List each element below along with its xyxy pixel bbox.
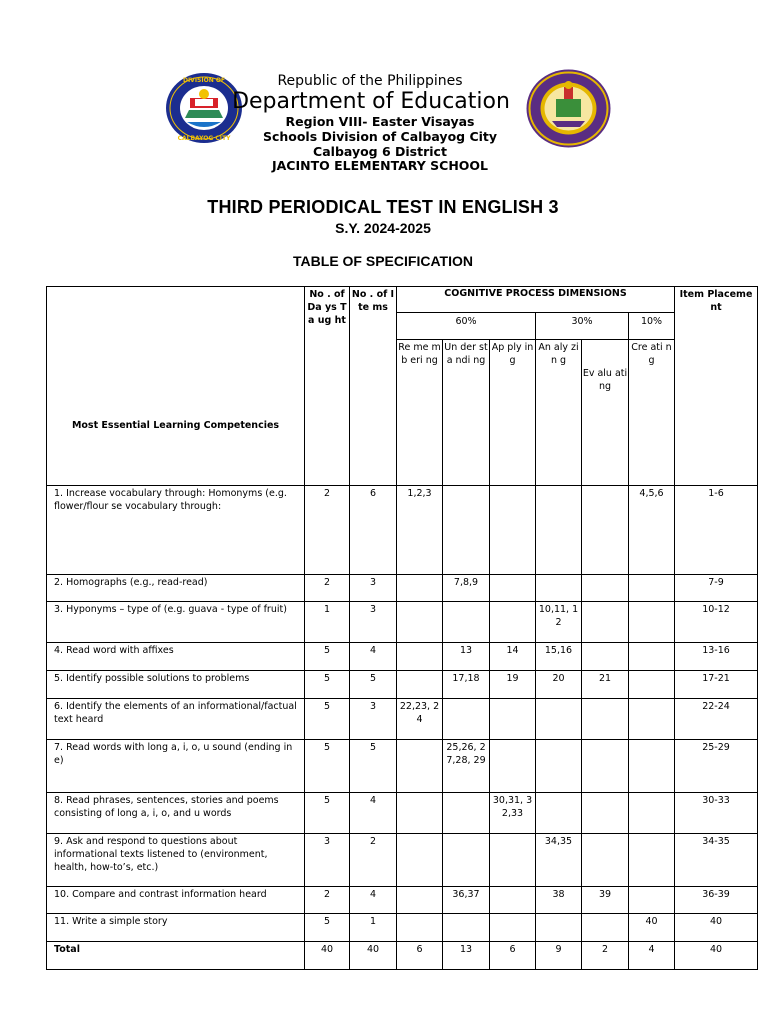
- cell-competency: 10. Compare and contrast information heard: [47, 887, 305, 914]
- cell-analyzing: [536, 740, 582, 793]
- table-row: [47, 671, 758, 699]
- header-analyzing: An aly zin g: [536, 340, 582, 486]
- cell-understanding: 36,37: [443, 887, 490, 914]
- cell-analyzing: [536, 914, 582, 942]
- cell-remembering: [397, 740, 443, 793]
- cell-evaluating: [582, 643, 629, 671]
- test-title: THIRD PERIODICAL TEST IN ENGLISH 3: [207, 197, 559, 217]
- cell-creating: [629, 740, 675, 793]
- cell-remembering: [397, 914, 443, 942]
- table-row: [47, 699, 758, 740]
- cell-items: 5: [350, 740, 397, 793]
- region-text: Region VIII- Easter Visayas: [285, 114, 475, 129]
- table-row: [47, 643, 758, 671]
- total-row: [47, 942, 758, 970]
- cell-understanding: 7,8,9: [443, 575, 490, 602]
- cell-remembering: [397, 602, 443, 643]
- svg-text:DIVISION OF: DIVISION OF: [182, 77, 226, 84]
- cell-placement: 25-29: [675, 740, 758, 793]
- cell-placement: 22-24: [675, 699, 758, 740]
- cell-analyzing: 9: [536, 942, 582, 970]
- cell-items: 3: [350, 575, 397, 602]
- cell-understanding: [443, 834, 490, 887]
- cell-items: 5: [350, 671, 397, 699]
- division-text: Schools Division of Calbayog City: [262, 129, 498, 144]
- cell-understanding: [443, 602, 490, 643]
- cell-analyzing: 20: [536, 671, 582, 699]
- cell-analyzing: [536, 486, 582, 575]
- cell-applying: 14: [490, 643, 536, 671]
- cell-applying: [490, 575, 536, 602]
- tos-table: [46, 286, 758, 970]
- cell-evaluating: [582, 575, 629, 602]
- cell-applying: [490, 740, 536, 793]
- cell-days: 5: [305, 793, 350, 834]
- cell-analyzing: [536, 575, 582, 602]
- header-applying: Ap ply ing: [490, 340, 536, 486]
- cell-days: 3: [305, 834, 350, 887]
- cell-remembering: 22,23, 24: [397, 699, 443, 740]
- cell-creating: [629, 575, 675, 602]
- cell-placement: 36-39: [675, 887, 758, 914]
- cell-competency: 9. Ask and respond to questions about informational texts listened to (environment, health, how-to’s, etc.): [47, 834, 305, 887]
- cell-evaluating: 21: [582, 671, 629, 699]
- cell-evaluating: 2: [582, 942, 629, 970]
- cell-competency: Total: [47, 942, 305, 970]
- cell-evaluating: [582, 602, 629, 643]
- header-remembering: Re me mb eri ng: [397, 340, 443, 486]
- header-evaluating: Ev alu ati ng: [582, 340, 629, 486]
- school-name: JACINTO ELEMENTARY SCHOOL: [271, 158, 489, 173]
- header-placement: Item Placeme nt: [675, 287, 758, 486]
- cell-items: 4: [350, 793, 397, 834]
- cell-placement: 40: [675, 914, 758, 942]
- cell-creating: [629, 834, 675, 887]
- cell-creating: [629, 699, 675, 740]
- cell-days: 1: [305, 602, 350, 643]
- cell-days: 5: [305, 914, 350, 942]
- cell-analyzing: 38: [536, 887, 582, 914]
- cell-applying: [490, 887, 536, 914]
- cell-remembering: 1,2,3: [397, 486, 443, 575]
- cell-evaluating: [582, 699, 629, 740]
- cell-evaluating: 39: [582, 887, 629, 914]
- cell-analyzing: 10,11, 12: [536, 602, 582, 643]
- table-row: [47, 793, 758, 834]
- cell-remembering: [397, 671, 443, 699]
- cell-applying: [490, 914, 536, 942]
- cell-applying: 30,31, 32,33: [490, 793, 536, 834]
- cell-understanding: [443, 486, 490, 575]
- table-row: [47, 602, 758, 643]
- cell-days: 5: [305, 740, 350, 793]
- cell-items: 1: [350, 914, 397, 942]
- cell-applying: [490, 699, 536, 740]
- cell-competency: 8. Read phrases, sentences, stories and poems consisting of long a, i, o, and u words: [47, 793, 305, 834]
- cell-placement: 34-35: [675, 834, 758, 887]
- table-row: [47, 914, 758, 942]
- cell-items: 4: [350, 643, 397, 671]
- header-days: No . of Da ys Ta ug ht: [305, 287, 350, 486]
- cell-evaluating: [582, 486, 629, 575]
- cell-evaluating: [582, 793, 629, 834]
- cell-understanding: 25,26, 27,28, 29: [443, 740, 490, 793]
- cell-days: 2: [305, 575, 350, 602]
- cell-competency: 5. Identify possible solutions to problems: [47, 671, 305, 699]
- cell-creating: 4: [629, 942, 675, 970]
- cell-creating: [629, 887, 675, 914]
- cell-creating: [629, 602, 675, 643]
- cell-remembering: [397, 643, 443, 671]
- cell-days: 2: [305, 887, 350, 914]
- cell-items: 40: [350, 942, 397, 970]
- cell-placement: 7-9: [675, 575, 758, 602]
- cell-applying: [490, 486, 536, 575]
- cell-days: 5: [305, 699, 350, 740]
- cell-placement: 10-12: [675, 602, 758, 643]
- cell-items: 2: [350, 834, 397, 887]
- table-row: [47, 834, 758, 887]
- header-creating: Cre ati ng: [629, 340, 675, 486]
- cell-placement: 30-33: [675, 793, 758, 834]
- cell-analyzing: [536, 793, 582, 834]
- cell-days: 5: [305, 643, 350, 671]
- cell-days: 5: [305, 671, 350, 699]
- cell-applying: 6: [490, 942, 536, 970]
- cell-items: 6: [350, 486, 397, 575]
- cell-placement: 13-16: [675, 643, 758, 671]
- header-competency: Most Essential Learning Competencies: [47, 287, 305, 486]
- cell-evaluating: [582, 834, 629, 887]
- cell-understanding: 13: [443, 643, 490, 671]
- cell-analyzing: 34,35: [536, 834, 582, 887]
- cell-evaluating: [582, 740, 629, 793]
- svg-text:CALBAYOG CITY: CALBAYOG CITY: [177, 135, 231, 142]
- cell-competency: 2. Homographs (e.g., read-read): [47, 575, 305, 602]
- cell-applying: [490, 834, 536, 887]
- cell-evaluating: [582, 914, 629, 942]
- cell-competency: 7. Read words with long a, i, o, u sound (ending in e): [47, 740, 305, 793]
- cell-remembering: [397, 793, 443, 834]
- cell-days: 2: [305, 486, 350, 575]
- cell-understanding: 17,18: [443, 671, 490, 699]
- table-row: [47, 887, 758, 914]
- header-understanding: Un der sta ndi ng: [443, 340, 490, 486]
- header-pct-60: 60%: [397, 313, 536, 340]
- cell-placement: 17-21: [675, 671, 758, 699]
- cell-understanding: [443, 914, 490, 942]
- table-row: [47, 740, 758, 793]
- header-pct-30: 30%: [536, 313, 629, 340]
- cell-analyzing: [536, 699, 582, 740]
- cell-analyzing: 15,16: [536, 643, 582, 671]
- school-year: S.Y. 2024-2025: [335, 220, 431, 236]
- cell-placement: 1-6: [675, 486, 758, 575]
- header-items: No . of Ite ms: [350, 287, 397, 486]
- cell-creating: [629, 671, 675, 699]
- cell-competency: 11. Write a simple story: [47, 914, 305, 942]
- table-row: [47, 486, 758, 575]
- cell-items: 3: [350, 699, 397, 740]
- header-cognitive: COGNITIVE PROCESS DIMENSIONS: [397, 287, 675, 313]
- cell-competency: 3. Hyponyms – type of (e.g. guava - type of fruit): [47, 602, 305, 643]
- cell-items: 4: [350, 887, 397, 914]
- cell-understanding: [443, 699, 490, 740]
- cell-items: 3: [350, 602, 397, 643]
- department-title: Department of Education: [232, 89, 510, 114]
- tos-title: TABLE OF SPECIFICATION: [293, 253, 473, 269]
- cell-creating: 40: [629, 914, 675, 942]
- cell-applying: 19: [490, 671, 536, 699]
- cell-remembering: [397, 887, 443, 914]
- cell-remembering: 6: [397, 942, 443, 970]
- cell-understanding: 13: [443, 942, 490, 970]
- district-text: Calbayog 6 District: [313, 144, 447, 159]
- header-pct-10: 10%: [629, 313, 675, 340]
- cell-remembering: [397, 834, 443, 887]
- cell-creating: [629, 793, 675, 834]
- cell-remembering: [397, 575, 443, 602]
- table-row: [47, 575, 758, 602]
- cell-creating: 4,5,6: [629, 486, 675, 575]
- cell-placement: 40: [675, 942, 758, 970]
- cell-competency: 6. Identify the elements of an informational/factual text heard: [47, 699, 305, 740]
- cell-days: 40: [305, 942, 350, 970]
- cell-competency: 4. Read word with affixes: [47, 643, 305, 671]
- cell-competency: 1. Increase vocabulary through: Homonyms (e.g. flower/flour se vocabulary through:: [47, 486, 305, 575]
- cell-understanding: [443, 793, 490, 834]
- cell-applying: [490, 602, 536, 643]
- republic-text: Republic of the Philippines: [277, 73, 463, 89]
- cell-creating: [629, 643, 675, 671]
